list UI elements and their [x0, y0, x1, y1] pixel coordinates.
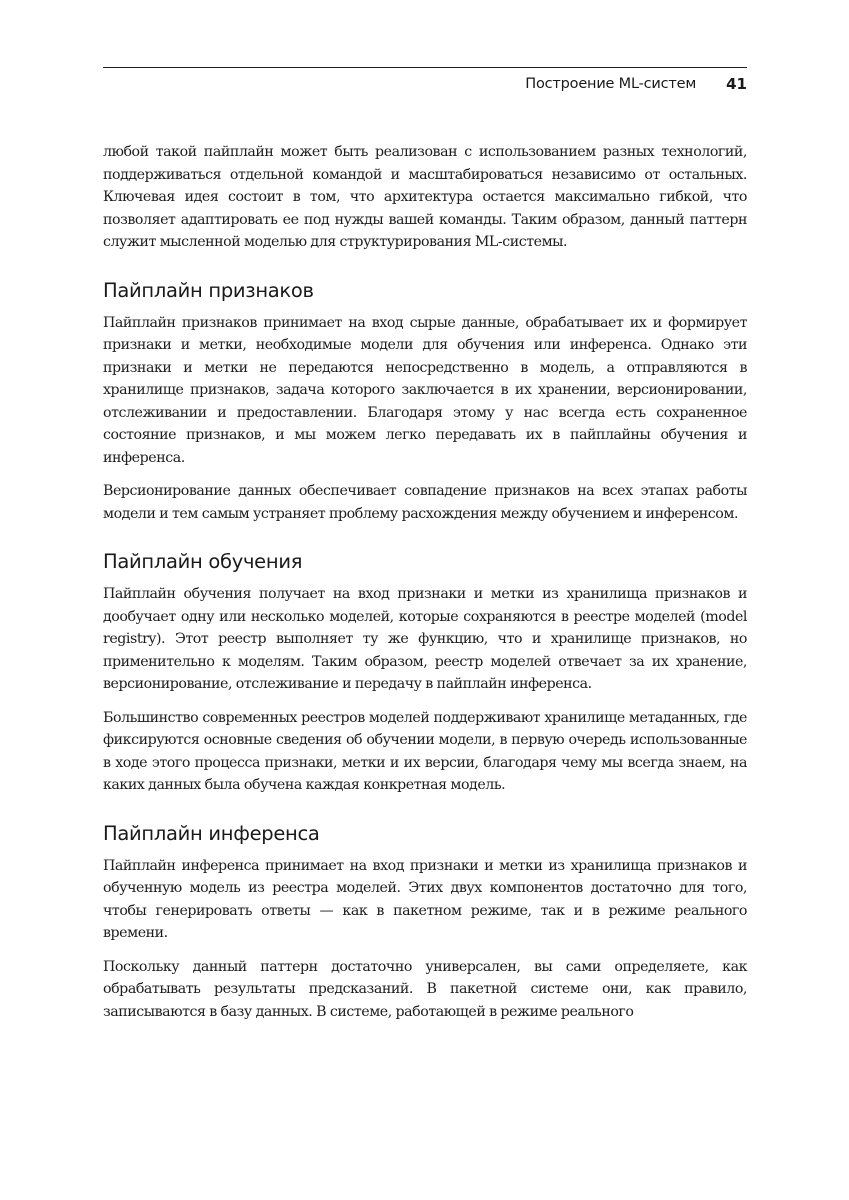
section-heading: Пайплайн обучения — [103, 550, 303, 573]
header-rule — [103, 67, 747, 68]
intro-paragraph: любой такой пайплайн может быть реализован с использованием разных технологий, поддерживаться отдельной командой и масштабироваться независимо от остальных. Ключевая идея состоит в том, что архитектура остается максимально гибкой, что позволяет адаптировать ее под нужды вашей команды. Таким образом, данный паттерн служит мысленной моделью для структурирования ML-системы. — [103, 144, 747, 250]
body-paragraph: Поскольку данный паттерн достаточно универсален, вы сами определяете, как обрабатывать результаты предсказаний. В пакетной системе они, как правило, записываются в базу данных. В системе, работающей в режиме реального — [103, 958, 747, 1020]
running-head — [525, 72, 747, 96]
section-heading: Пайплайн признаков — [103, 278, 314, 302]
body-paragraph: Версионирование данных обеспечивает совпадение признаков на всех этапах работы модели и тем самым устраняет проблему расхождения между обучением и инференсом. — [103, 483, 747, 522]
page-content — [103, 141, 747, 1023]
section-heading: Пайплайн инференса — [103, 821, 320, 845]
running-title: Построение ML-систем — [525, 76, 697, 92]
body-paragraph: Пайплайн обучения получает на вход признаки и метки из хранилища признаков и дообучает одну или несколько моделей, которые сохраняются в реестре моделей (model registry). Этот реестр выполняет ту же функцию, что и хранилище признаков, но применительно к моделям. Таким образом, реестр моделей отвечает за их хранение, версионирование, отслеживание и передачу в пайплайн инференса. — [103, 586, 747, 692]
section-feature-pipeline — [103, 278, 747, 526]
section-inference-pipeline — [103, 821, 747, 1024]
section-training-pipeline — [103, 549, 747, 797]
body-paragraph: Большинство современных реестров моделей поддерживают хранилище метаданных, где фиксируются основные сведения об обучении модели, в первую очередь использованные в ходе этого процесса признаки, метки и их версии, благодаря чему мы всегда знаем, на каких данных была обучена каждая конкретная модель. — [103, 709, 747, 793]
body-paragraph: Пайплайн инференса принимает на вход признаки и метки из хранилища признаков и обученную модель из реестра моделей. Этих двух компонентов достаточно для того, чтобы генерировать ответы — как в пакетном режиме, так и в режиме реального времени. — [103, 857, 747, 941]
page-number: 41 — [726, 75, 747, 93]
body-paragraph: Пайплайн признаков принимает на вход сырые данные, обрабатывает их и формирует признаки и метки, необходимые модели для обучения или инференса. Однако эти признаки и метки не передаются непосредственно в модель, а отправляются в хранилище признаков, задача которого заключается в их хранении, версионировании, отслеживании и предоставлении. Благодаря этому у нас всегда есть сохраненное состояние признаков, и мы можем легко передавать их в пайплайны обучения и инференса. — [103, 314, 747, 466]
book-page — [103, 0, 747, 1200]
